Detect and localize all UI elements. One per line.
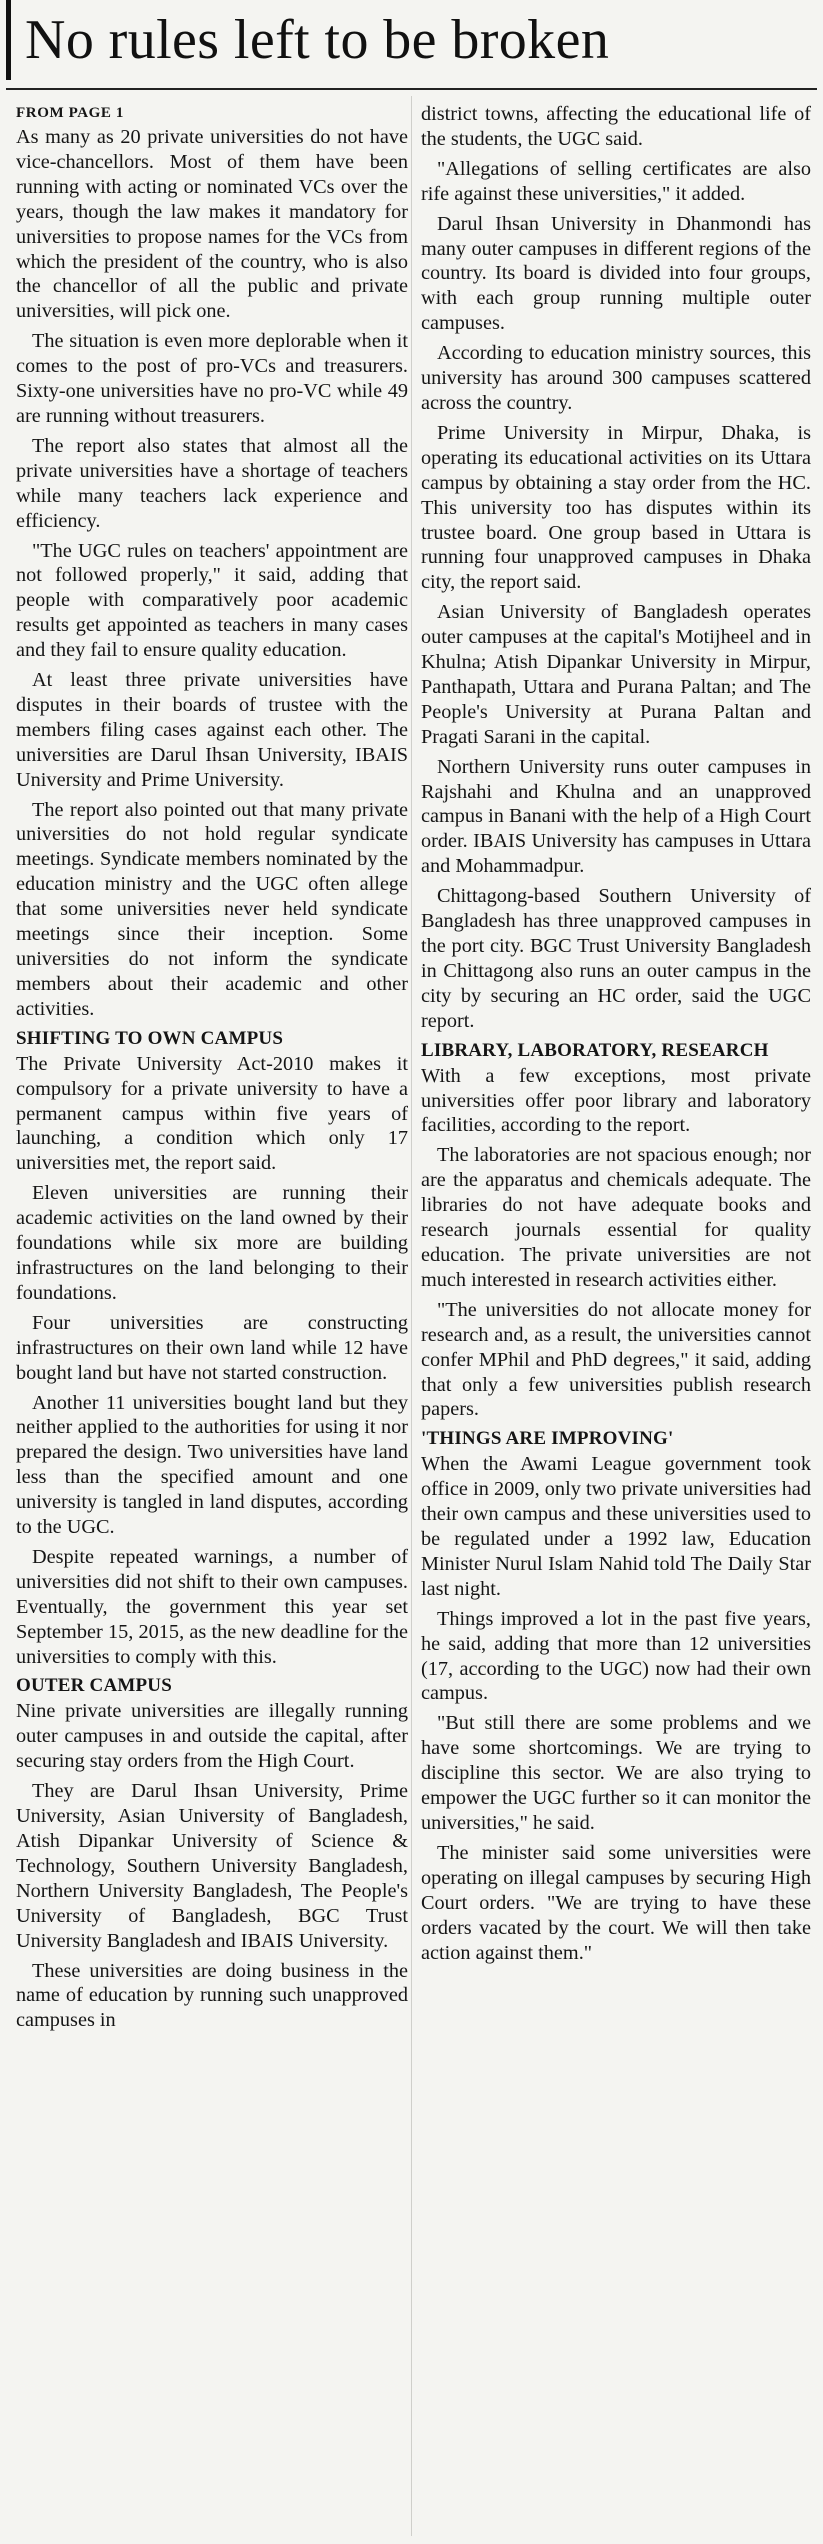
article-paragraph: Asian University of Bangladesh operates outer campuses at the capital's Motijheel and in Khulna; Atish Dipankar University in Mirpur, Panthapath, Uttara and Purana Paltan; and The People's University at Purana Paltan and Pragati Sarani in the capital. — [421, 601, 811, 748]
kicker: FROM PAGE 1 — [16, 105, 124, 121]
article-paragraph: Prime University in Mirpur, Dhaka, is operating its educational activities on its Uttara campus by obtaining a stay order from the HC. This university too has disputes within its trustee board. One group based in Uttara is running four unapproved campuses in Dhaka city, the report said. — [421, 421, 811, 594]
article-paragraph: According to education ministry sources, this university has around 300 campuses scattered across the country. — [421, 342, 811, 414]
article-paragraph: Another 11 universities bought land but they neither applied to the authorities for using it nor prepared the design. Two universities have land less than the specified amount and one university is tangled in land disputes, according to the UGC. — [16, 1391, 408, 1539]
article-paragraph: Chittagong-based Southern University of Bangladesh has three unapproved campuses in the port city. BGC Trust University Bangladesh in Chittagong also runs an outer campus in the city by securing an HC order, said the UGC report. — [421, 885, 811, 1032]
article-paragraph: They are Darul Ihsan University, Prime University, Asian University of Bangladesh, Atish Dipankar University of Science & Technology, Southern University Bangladesh, Northern University Bangladesh, The People's University of Bangladesh, BGC Trust University Bangladesh and IBAIS University. — [16, 1780, 408, 1952]
article-paragraph: The laboratories are not spacious enough; nor are the apparatus and chemicals adequate. The libraries do not have adequate books and research journals essential for quality education. The private universities are not much interested in research activities either. — [421, 1144, 811, 1291]
article-paragraph: The Private University Act-2010 makes it compulsory for a private university to have a permanent campus within five years of launching, a condition which only 17 universities met, the report said. — [16, 1052, 408, 1175]
article-paragraph: Eleven universities are running their academic activities on the land owned by their foundations while six more are building infrastructures on the land belonging to their foundations. — [16, 1182, 408, 1304]
article-paragraph: These universities are doing business in the name of education by running such unapproved campuses in — [16, 1959, 408, 2032]
column-divider — [411, 96, 412, 2536]
left-column — [16, 102, 408, 2038]
section-subhead: SHIFTING TO OWN CAMPUS — [16, 1027, 284, 1049]
section-subhead: LIBRARY, LABORATORY, RESEARCH — [421, 1039, 769, 1061]
article-paragraph: Things improved a lot in the past five years, he said, adding that more than 12 universities (17, according to the UGC) now had their own campus. — [421, 1607, 811, 1705]
article-paragraph: "The UGC rules on teachers' appointment are not followed properly," it said, adding that people with comparatively poor academic results get appointed as teachers in many cases and they fail to ensure quality education. — [16, 539, 408, 662]
article-paragraph: "But still there are some problems and we have some shortcomings. We are trying to discipline this sector. We are also trying to empower the UGC further so it can monitor the universities," he said. — [421, 1712, 811, 1834]
article-paragraph: Darul Ihsan University in Dhanmondi has many outer campuses in different regions of the country. Its board is divided into four groups, with each group running multiple outer campuses. — [421, 212, 811, 335]
article-paragraph: The report also pointed out that many private universities do not hold regular syndicate meetings. Syndicate members nominated by the education ministry and the UGC often allege that some universities never held syndicate meetings since their inception. Some universities do not inform the syndicate members about their academic and other activities. — [16, 798, 408, 1020]
headline-rule — [6, 88, 817, 90]
section-subhead: 'THINGS ARE IMPROVING' — [421, 1428, 674, 1450]
article-paragraph: district towns, affecting the educational life of the students, the UGC said. — [421, 103, 811, 150]
section-subhead: OUTER CAMPUS — [16, 1675, 172, 1697]
article-paragraph: As many as 20 private universities do not have vice-chancellors. Most of them have been running with acting or nominated VCs over the years, though the law makes it mandatory for universities to propose names for the VCs from which the president of the country, who is also the chancellor of all the public and private universities, will pick one. — [16, 126, 408, 323]
article-paragraph: Northern University runs outer campuses in Rajshahi and Khulna and an unapproved campus in Banani with the help of a High Court order. IBAIS University has campuses in Uttara and Mohammadpur. — [421, 755, 811, 878]
headline: No rules left to be broken — [25, 9, 610, 71]
right-column — [421, 102, 811, 1970]
headline-block — [6, 0, 817, 80]
article-paragraph: Nine private universities are illegally running outer campuses in and outside the capital, after securing stay orders from the High Court. — [16, 1700, 408, 1773]
article-paragraph: The report also states that almost all the private universities have a shortage of teachers while many teachers lack experience and efficiency. — [16, 434, 408, 532]
article-paragraph: With a few exceptions, most private universities offer poor library and laboratory facilities, according to the report. — [421, 1064, 811, 1137]
article-paragraph: "Allegations of selling certificates are also rife against these universities," it added. — [421, 157, 811, 205]
article-paragraph: When the Awami League government took office in 2009, only two private universities had their own campus and these universities used to be regulated under a 1992 law, Education Minister Nurul Islam Nahid told The Daily Star last night. — [421, 1453, 811, 1600]
article-paragraph: The minister said some universities were operating on illegal campuses by securing High Court orders. "We are trying to have these orders vacated by the court. We will then take action against them." — [421, 1841, 811, 1964]
article-paragraph: Four universities are constructing infrastructures on their own land while 12 have bought land but have not started construction. — [16, 1311, 408, 1384]
article-paragraph: Despite repeated warnings, a number of universities did not shift to their own campuses. Eventually, the government this year set September 15, 2015, as the new deadline for the universities to comply with this. — [16, 1545, 408, 1668]
article-paragraph: The situation is even more deplorable when it comes to the post of pro-VCs and treasurers. Sixty-one universities have no pro-VC while 49 are running without treasurers. — [16, 330, 408, 427]
article-paragraph: "The universities do not allocate money for research and, as a result, the universities cannot confer MPhil and PhD degrees," it said, adding that only a few universities publish research papers. — [421, 1298, 811, 1421]
article-paragraph: At least three private universities have disputes in their boards of trustee with the members filing cases against each other. The universities are Darul Ihsan University, IBAIS University and Prime University. — [16, 669, 408, 791]
